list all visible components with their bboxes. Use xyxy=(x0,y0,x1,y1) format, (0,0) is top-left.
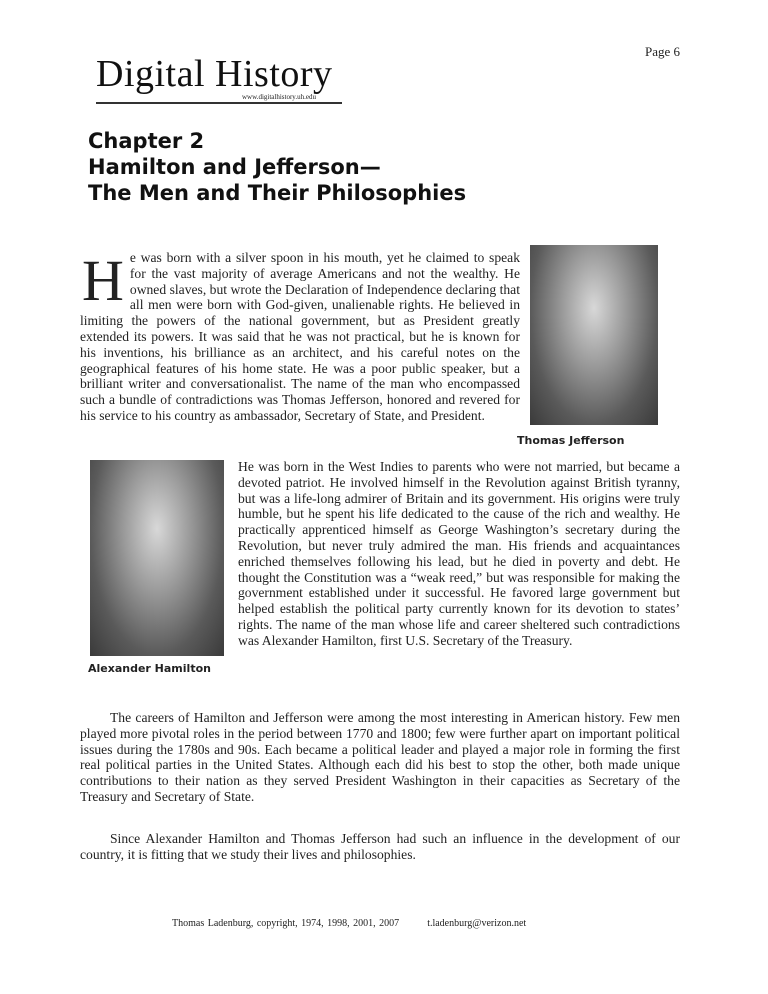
footer-copyright: Thomas Ladenburg, copyright, 1974, 1998, 2001, 2007 xyxy=(172,918,400,929)
title-line-2: Hamilton and Jefferson— xyxy=(88,155,381,179)
hamilton-portrait-image xyxy=(90,460,224,656)
digital-history-logo xyxy=(96,52,342,104)
careers-paragraph: The careers of Hamilton and Jefferson were among the most interesting in American history. Few men played more pivotal roles in the period between 1770 and 1800; few were further apart on important political issues during the 1780s and 90s. Each became a political leader and played a major role in forming the first real political parties in the United States. Although each did his best to stop the other, both made unique contributions to their nation as they served President Washington in their capacities as Secretary of the Treasury and Secretary of State. xyxy=(80,710,680,804)
footer-email: t.ladenburg@verizon.net xyxy=(427,918,527,929)
jefferson-text: e was born with a silver spoon in his mouth, yet he claimed to speak for the vast majority of average Americans and not the wealthy. He owned slaves, but wrote the Declaration of Independence declaring that all men were born with God-given, unalienable rights. He believed in limiting the powers of the national government, but as President greatly extended its powers. It was said that he was not practical, but he is known for his inventions, his brilliance as an architect, and his careful notes on the geographical features of his home state. He was a poor public speaker, but a brilliant writer and conversationalist. The name of the man who encompassed such a bundle of contradictions was Thomas Jefferson, honored and revered for his service to his country as ambassador, Secretary of State, and President. xyxy=(80,250,520,423)
hamilton-paragraph: He was born in the West Indies to parents who were not married, but became a devoted patriot. He involved himself in the Revolution against British tyranny, but was a life-long admirer of Britain and its government. His origins were truly humble, but he spent his life dedicated to the cause of the rich and wealthy. He practically apprenticed himself as George Washington’s secretary during the Revolution, but never truly admired the man. His friends and acquaintances enriched themselves following his lead, but he died in poverty and debt. He thought the Constitution was a “weak reed,” but was responsible for making the government established under it successful. He favored large government but helped establish the political party currently known for its devotion to states’ rights. The name of the man whose life and career sheltered such contradictions was Alexander Hamilton, first U.S. Secretary of the Treasury. xyxy=(238,459,680,648)
logo-name: Digital History xyxy=(96,53,333,95)
footer xyxy=(172,918,526,929)
drop-cap: H xyxy=(82,248,124,313)
logo-url: www.digitalhistory.uh.edu xyxy=(242,93,316,101)
chapter-title xyxy=(88,128,466,206)
jefferson-portrait-image xyxy=(530,245,658,425)
title-line-3: The Men and Their Philosophies xyxy=(88,181,467,205)
jefferson-paragraph xyxy=(80,250,520,424)
jefferson-caption: Thomas Jefferson xyxy=(517,434,625,447)
page-number: Page 6 xyxy=(644,44,680,59)
title-line-1: Chapter 2 xyxy=(88,129,205,153)
hamilton-caption: Alexander Hamilton xyxy=(88,662,211,675)
conclusion-paragraph: Since Alexander Hamilton and Thomas Jefferson had such an influence in the development of our country, it is fitting that we study their lives and philosophies. xyxy=(80,831,680,862)
